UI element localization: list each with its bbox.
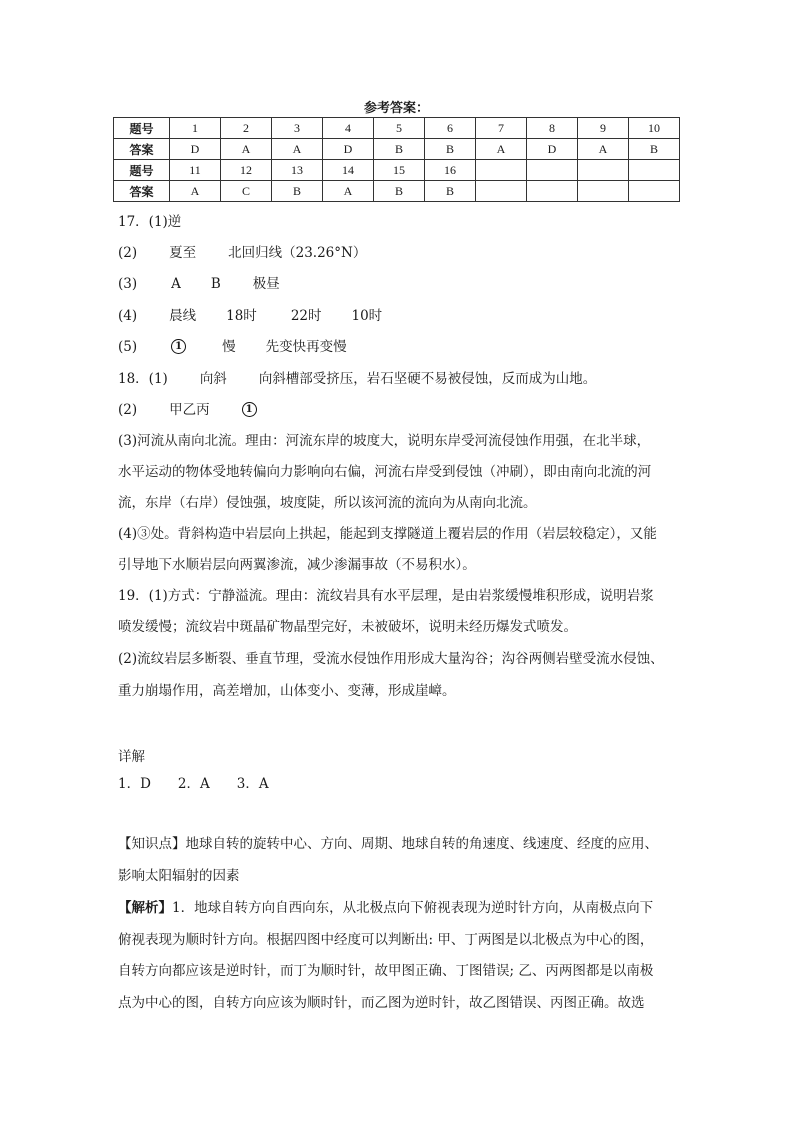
table-cell: 5 [374, 118, 425, 139]
table-cell: D [170, 139, 221, 160]
table-cell: 3 [272, 118, 323, 139]
q19-line-4: 重力崩塌作用，高差增加，山体变小、变薄，形成崖嶂。 [118, 683, 456, 699]
table-cell: B [425, 181, 476, 202]
table-cell [629, 160, 680, 181]
table-cell [476, 181, 527, 202]
table-cell: B [425, 139, 476, 160]
table-cell: D [527, 139, 578, 160]
table-cell: 4 [323, 118, 374, 139]
answer-table [113, 117, 680, 202]
q17-2-latitude: 北回归线（23.26°N） [228, 245, 367, 261]
table-cell: B [374, 139, 425, 160]
q17-2-season: 夏至 [169, 245, 197, 261]
table-cell [578, 181, 629, 202]
table-cell [476, 160, 527, 181]
table-cell: D [323, 139, 374, 160]
table-cell: 11 [170, 160, 221, 181]
table-cell: A [476, 139, 527, 160]
table-cell: 8 [527, 118, 578, 139]
table-cell [629, 181, 680, 202]
q18-2-label: (2) [118, 402, 138, 418]
q17-4-time-18: 18时 [226, 308, 257, 324]
table-cell: A [170, 181, 221, 202]
q17-3-b: B [210, 276, 221, 292]
q17-line-2 [118, 241, 366, 261]
table-cell: C [221, 181, 272, 202]
q17-5-label: (5) [118, 339, 138, 355]
table-cell: 9 [578, 118, 629, 139]
table-cell: B [272, 181, 323, 202]
table-cell: 2 [221, 118, 272, 139]
table-row [114, 160, 680, 181]
q17-4-time-22: 22时 [290, 308, 322, 324]
q17-2-label: (2) [118, 245, 138, 261]
analysis-line-3: 自转方向都应该是逆时针，而丁为顺时针，故甲图正确、丁图错误; 乙、丙两图都是以南极 [118, 963, 654, 979]
table-row [114, 181, 680, 202]
q17-4-time-10: 10时 [351, 308, 383, 324]
table-cell [527, 160, 578, 181]
knowledge-point-line-2: 影响太阳辐射的因素 [118, 868, 240, 884]
table-cell: 16 [425, 160, 476, 181]
q18-line-1 [118, 367, 596, 387]
detail-heading: 详解 [118, 749, 145, 765]
q18-2-order: 甲乙丙 [169, 402, 210, 418]
q17-line-5 [118, 335, 347, 355]
table-cell: A [272, 139, 323, 160]
analysis-tag: 【解析】 [118, 900, 172, 916]
q18-1-syncline: 向斜 [199, 371, 227, 387]
circled-number: 1 [171, 339, 186, 354]
analysis-line-1 [118, 896, 653, 916]
q17-3-polar-day: 极昼 [252, 276, 280, 292]
q17-line-4 [118, 304, 382, 324]
analysis-line-2: 俯视表现为顺时针方向。根据四图中经度可以判断出: 甲、丁两图是以北极点为中心的图， [118, 932, 654, 948]
table-row-header: 题号 [114, 160, 170, 181]
analysis-line-4: 点为中心的图，自转方向应该为顺时针，而乙图为逆时针，故乙图错误、丙图正确。故选 [118, 995, 645, 1011]
analysis-text-1: 1．地球自转方向自西向东，从北极点向下俯视表现为逆时针方向，从南极点向下 [172, 900, 654, 916]
q18-1-label: 18．(1) [118, 371, 168, 387]
table-cell [578, 160, 629, 181]
table-cell: A [323, 181, 374, 202]
table-cell: A [221, 139, 272, 160]
q18-line-4: 水平运动的物体受地转偏向力影响向右偏，河流右岸受到侵蚀（冲刷），即由南向北流的河 [118, 464, 652, 480]
q17-4-label: (4) [118, 308, 138, 324]
table-cell: A [578, 139, 629, 160]
q17-4-dawn-line: 晨线 [169, 308, 197, 324]
q18-line-3: (3)河流从南向北流。理由：河流东岸的坡度大，说明东岸受河流侵蚀作用强，在北半球， [118, 433, 651, 449]
table-cell: 1 [170, 118, 221, 139]
table-cell: 7 [476, 118, 527, 139]
q17-5-speed: 先变快再变慢 [265, 339, 347, 355]
q17-3-a: A [171, 276, 181, 292]
table-cell [527, 181, 578, 202]
q19-line-1: 19．(1)方式：宁静溢流。理由：流纹岩具有水平层理，是由岩浆缓慢堆积形成，说明岩浆 [118, 588, 654, 604]
table-cell: 15 [374, 160, 425, 181]
q17-line-3 [118, 272, 280, 292]
table-cell: 13 [272, 160, 323, 181]
circled-number: 1 [242, 402, 257, 417]
table-row-header: 答案 [114, 181, 170, 202]
table-row-header: 题号 [114, 118, 170, 139]
detail-answers: 1．D 2．A 3．A [118, 776, 269, 792]
q18-line-7: 引导地下水顺岩层向两翼渗流，减少渗漏事故（不易积水）。 [118, 557, 476, 573]
page-title: 参考答案： [363, 101, 429, 116]
q17-3-label: (3) [118, 276, 138, 292]
q18-1-reason: 向斜槽部受挤压，岩石坚硬不易被侵蚀，反而成为山地。 [258, 371, 597, 387]
table-cell: B [374, 181, 425, 202]
q17-5-slow: 慢 [222, 339, 236, 355]
table-cell: 10 [629, 118, 680, 139]
table-row-header: 答案 [114, 139, 170, 160]
table-cell: 12 [221, 160, 272, 181]
table-cell: B [629, 139, 680, 160]
table-row [114, 139, 680, 160]
q19-line-3: (2)流纹岩层多断裂、垂直节理，受流水侵蚀作用形成大量沟谷；沟谷两侧岩壁受流水侵蚀、 [118, 651, 664, 667]
table-cell: 6 [425, 118, 476, 139]
q18-line-6: (4)③处。背斜构造中岩层向上拱起，能起到支撑隧道上覆岩层的作用（岩层较稳定），又能 [118, 526, 657, 542]
q18-line-2 [118, 398, 257, 418]
table-cell: 14 [323, 160, 374, 181]
q17-line-1: 17．(1)逆 [118, 214, 182, 230]
knowledge-point-line-1: 【知识点】地球自转的旋转中心、方向、周期、地球自转的角速度、线速度、经度的应用、 [118, 836, 658, 852]
q18-line-5: 流，东岸（右岸）侵蚀强，坡度陡，所以该河流的流向为从南向北流。 [118, 495, 537, 511]
q19-line-2: 喷发缓慢；流纹岩中斑晶矿物晶型完好，未被破坏，说明未经历爆发式喷发。 [118, 619, 577, 635]
table-row [114, 118, 680, 139]
